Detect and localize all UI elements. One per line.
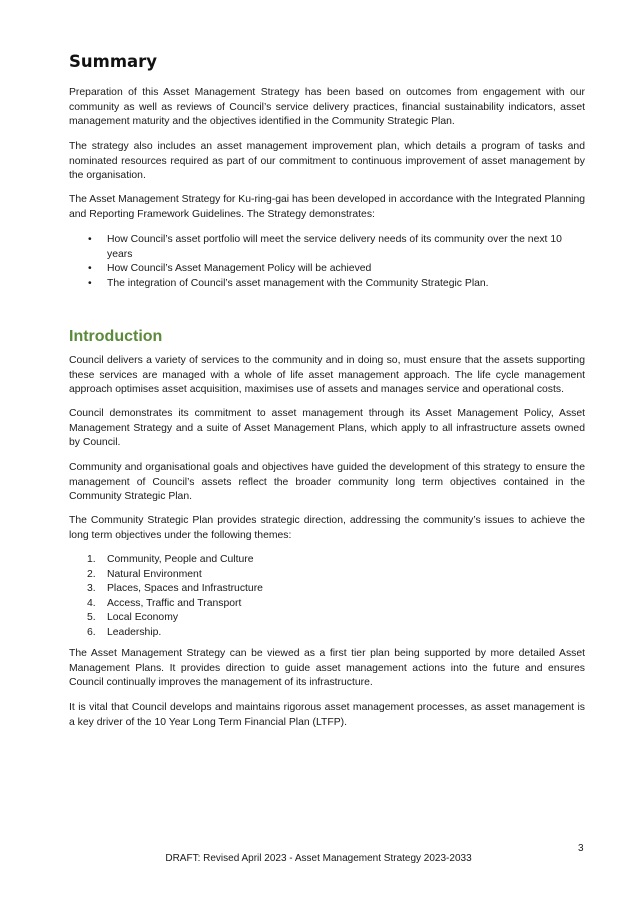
summary-heading: Summary bbox=[69, 52, 158, 71]
list-item: • How Council’s asset portfolio will meet the service delivery needs of its community over the next 10 years bbox=[69, 233, 585, 262]
list-item: 1. Community, People and Culture bbox=[87, 554, 254, 565]
intro-paragraph-4: The Community Strategic Plan provides strategic direction, addressing the community’s issues to achieve the long term objectives under the following themes: bbox=[69, 515, 585, 541]
list-item: • The integration of Council’s asset management with the Community Strategic Plan. bbox=[69, 277, 585, 292]
list-item: 4. Access, Traffic and Transport bbox=[87, 597, 242, 609]
summary-paragraph-2: The strategy also includes an asset management improvement plan, which details a program of tasks and nominated resources required as part of our commitment to continuous improvement of asset management by the organisation. bbox=[69, 141, 585, 182]
list-item: • How Council’s Asset Management Policy will be achieved bbox=[69, 262, 585, 277]
list-item: 5. Local Economy bbox=[87, 612, 179, 624]
themes-list bbox=[69, 553, 585, 641]
summary-paragraph-1: Preparation of this Asset Management Strategy has been based on outcomes from engagement with our community as well as reviews of Council’s service delivery practices, financial sustainability indicators, asset management maturity and the objectives identified in the Community Strategic Plan. bbox=[69, 87, 585, 128]
intro-paragraph-6: It is vital that Council develops and maintains rigorous asset management processes, as asset management is a key driver of the 10 Year Long Term Financial Plan (LTFP). bbox=[69, 702, 585, 728]
list-item: 6. Leadership. bbox=[87, 626, 162, 638]
list-item: 2. Natural Environment bbox=[87, 568, 202, 580]
page-number: 3 bbox=[578, 843, 584, 854]
page-footer: DRAFT: Revised April 2023 - Asset Management Strategy 2023-2033 bbox=[165, 853, 472, 864]
introduction-heading: Introduction bbox=[69, 328, 163, 345]
intro-paragraph-3: Community and organisational goals and objectives have guided the development of this strategy to ensure the management of Council’s assets reflect the broader community long term objectives contained in the Community Strategic Plan. bbox=[69, 462, 585, 503]
intro-paragraph-2: Council demonstrates its commitment to asset management through its Asset Management Policy, Asset Management Strategy and a suite of Asset Management Plans, which apply to all infrastructure assets owned by Council. bbox=[69, 408, 585, 449]
summary-paragraph-3: The Asset Management Strategy for Ku-ring-gai has been developed in accordance with the Integrated Planning and Reporting Framework Guidelines. The Strategy demonstrates: bbox=[69, 194, 585, 220]
intro-paragraph-1: Council delivers a variety of services to the community and in doing so, must ensure that the assets supporting these services are managed with a whole of life asset management approach. The life cycle management approach optimises asset acquisition, maximises use of assets and manages service and operational costs. bbox=[69, 355, 585, 396]
list-item: 3. Places, Spaces and Infrastructure bbox=[87, 583, 263, 595]
summary-bullet-list bbox=[69, 233, 585, 291]
intro-paragraph-5: The Asset Management Strategy can be viewed as a first tier plan being supported by more detailed Asset Management Plans. It provides direction to guide asset management actions into the future and ensures Council continually improves the management of its infrastructure. bbox=[69, 648, 585, 689]
